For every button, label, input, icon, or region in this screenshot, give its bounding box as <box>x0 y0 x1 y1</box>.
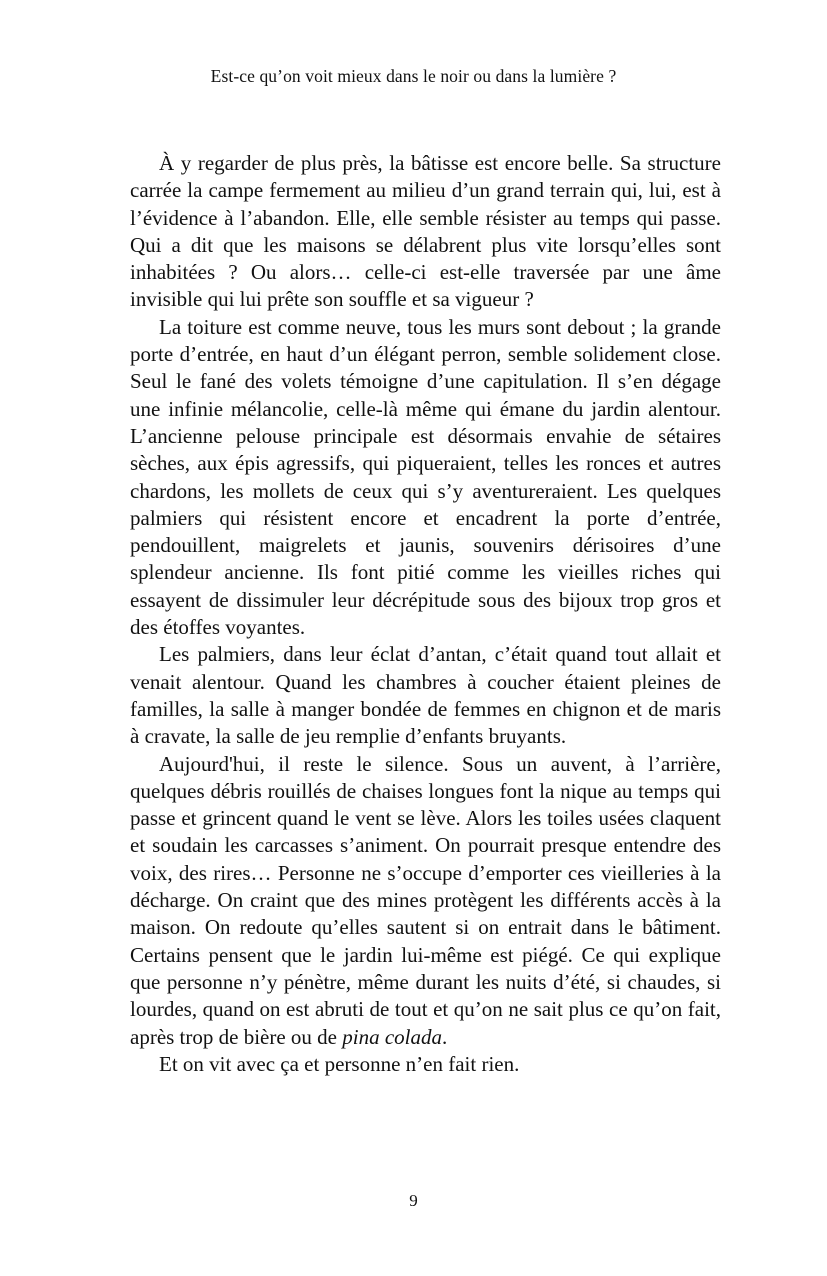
italic-phrase: pina colada <box>342 1024 442 1049</box>
paragraph-5: Et on vit avec ça et personne n’en fait rien. <box>159 1051 520 1076</box>
running-header: Est-ce qu’on voit mieux dans le noir ou dans la lumière ? <box>210 66 617 86</box>
paragraph-2: La toiture est comme neuve, tous les murs sont debout ; la grande porte d’entrée, en haut d’un élégant perron, semble solidement close. Seul le fané des volets témoigne d’une capitulation. Il s’en dégage une infinie mélancolie, celle-là même qui émane du jardin alentour. L’ancienne pelouse principale est désormais envahie de sétaires sèches, aux épis agressifs, qui piqueraient, telles les ronces et autres chardons, les mollets de ceux qui s’y aventureraient. Les quelques palmiers qui résistent encore et encadrent la porte d’entrée, pendouillent, maigrelets et jaunis, souvenirs dérisoires d’une splendeur ancienne. Ils font pitié comme les vieilles riches qui essayent de dissimuler leur décrépitude sous des bijoux trop gros et des étoffes voyantes. <box>130 314 721 640</box>
paragraph-4-end: . <box>442 1024 448 1049</box>
page-body <box>130 150 721 1078</box>
paragraph-3: Les palmiers, dans leur éclat d’antan, c’était quand tout allait et venait alentour. Quand les chambres à coucher étaient pleines de familles, la salle à manger bondée de femmes en chignon et de maris à cravate, la salle de jeu remplie d’enfants bruyants. <box>130 642 721 749</box>
paragraph-4 <box>130 751 721 1051</box>
paragraph-1: À y regarder de plus près, la bâtisse est encore belle. Sa structure carrée la campe fermement au milieu d’un grand terrain qui, lui, est à l’évidence à l’abandon. Elle, elle semble résister au temps qui passe. Qui a dit que les maisons se délabrent plus vite lorsqu’elles sont inhabitées ? Ou alors… celle-ci est-elle traversée par une âme invisible qui lui prête son souffle et sa vigueur ? <box>130 151 721 312</box>
page-number: 9 <box>409 1191 418 1210</box>
paragraph-4-text: Aujourd'hui, il reste le silence. Sous un auvent, à l’arrière, quelques débris rouillés de chaises longues font la nique au temps qui passe et grincent quand le vent se lève. Alors les toiles usées claquent et soudain les carcasses s’animent. On pourrait presque entendre des voix, des rires… Personne ne s’occupe d’emporter ces vieilleries à la décharge. On craint que des mines protègent les différents accès à la maison. On redoute qu’elles sautent si on entrait dans le bâtiment. Certains pensent que le jardin lui-même est piégé. Ce qui explique que personne n’y pénètre, même durant les nuits d’été, si chaudes, si lourdes, quand on est abruti de tout et qu’on ne sait plus ce qu’on fait, après trop de bière ou de <box>130 751 721 1049</box>
